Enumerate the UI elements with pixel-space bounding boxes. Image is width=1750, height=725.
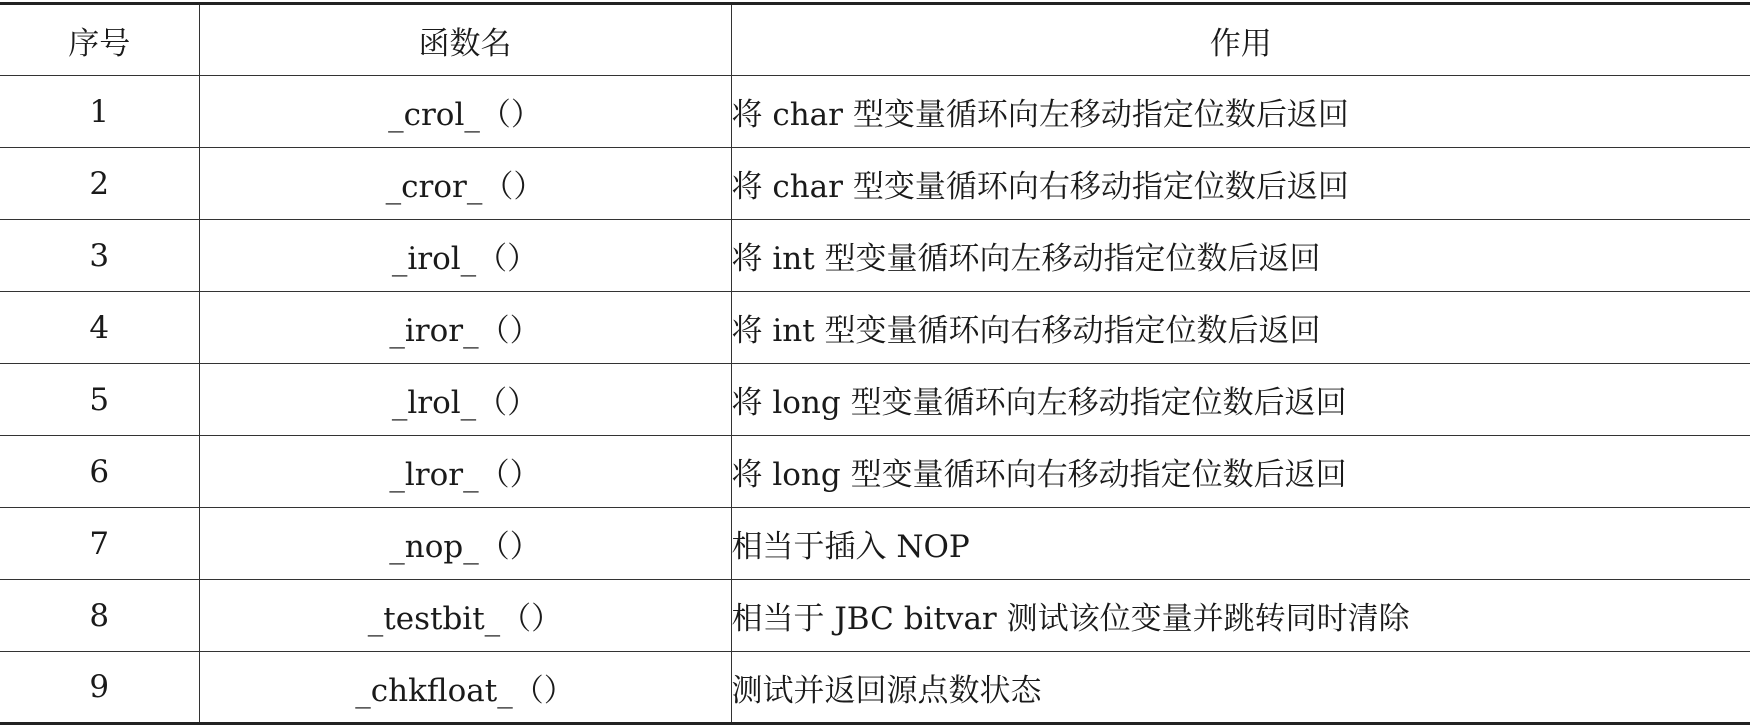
table-row <box>0 76 1750 148</box>
row-function-name: _chkfloat_（） <box>199 652 731 724</box>
row-function-name: _iror_（） <box>199 292 731 364</box>
row-index: 5 <box>0 364 199 436</box>
table-row <box>0 148 1750 220</box>
row-index: 1 <box>0 76 199 148</box>
row-index: 4 <box>0 292 199 364</box>
row-index: 8 <box>0 580 199 652</box>
header-function-name: 函数名 <box>199 4 731 76</box>
row-purpose: 测试并返回源点数状态 <box>731 652 1750 724</box>
row-purpose: 相当于 JBC bitvar 测试该位变量并跳转同时清除 <box>731 580 1750 652</box>
header-index: 序号 <box>0 4 199 76</box>
row-purpose: 将 int 型变量循环向左移动指定位数后返回 <box>731 220 1750 292</box>
row-function-name: _cror_（） <box>199 148 731 220</box>
header-purpose: 作用 <box>731 4 1750 76</box>
table-row <box>0 508 1750 580</box>
table-row <box>0 580 1750 652</box>
table-row <box>0 220 1750 292</box>
header-row <box>0 4 1750 76</box>
row-index: 9 <box>0 652 199 724</box>
row-purpose: 将 char 型变量循环向左移动指定位数后返回 <box>731 76 1750 148</box>
row-function-name: _lrol_（） <box>199 364 731 436</box>
function-table <box>0 2 1750 725</box>
table-row <box>0 292 1750 364</box>
row-function-name: _testbit_（） <box>199 580 731 652</box>
row-index: 6 <box>0 436 199 508</box>
row-function-name: _nop_（） <box>199 508 731 580</box>
row-purpose: 将 long 型变量循环向右移动指定位数后返回 <box>731 436 1750 508</box>
row-function-name: _crol_（） <box>199 76 731 148</box>
row-index: 2 <box>0 148 199 220</box>
table-row <box>0 652 1750 724</box>
row-purpose: 将 long 型变量循环向左移动指定位数后返回 <box>731 364 1750 436</box>
row-purpose: 相当于插入 NOP <box>731 508 1750 580</box>
row-index: 7 <box>0 508 199 580</box>
row-function-name: _irol_（） <box>199 220 731 292</box>
row-purpose: 将 char 型变量循环向右移动指定位数后返回 <box>731 148 1750 220</box>
table-row <box>0 436 1750 508</box>
row-function-name: _lror_（） <box>199 436 731 508</box>
row-purpose: 将 int 型变量循环向右移动指定位数后返回 <box>731 292 1750 364</box>
table-row <box>0 364 1750 436</box>
row-index: 3 <box>0 220 199 292</box>
